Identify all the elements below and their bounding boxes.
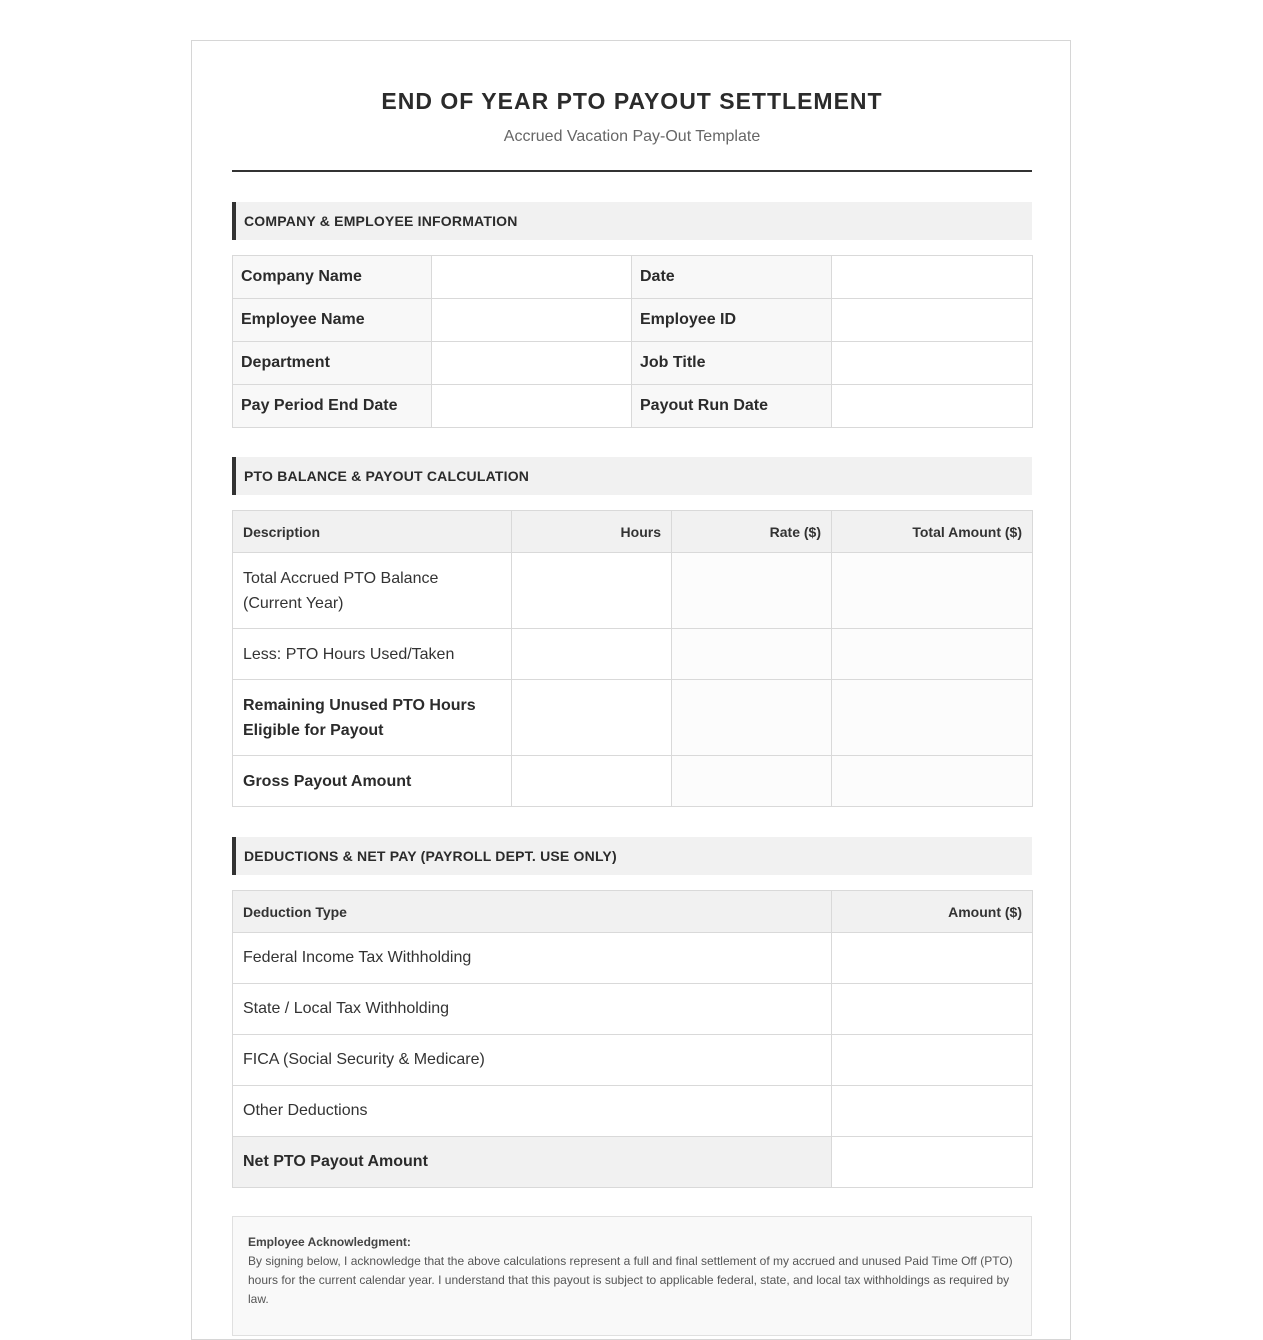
row-description: Remaining Unused PTO Hours Eligible for Payout xyxy=(233,680,512,756)
net-payout-label: Net PTO Payout Amount xyxy=(233,1137,832,1188)
pay-period-end-date-label: Pay Period End Date xyxy=(233,385,432,428)
employee-id-label: Employee ID xyxy=(632,299,832,342)
column-header-total-amount: Total Amount ($) xyxy=(832,511,1033,553)
net-payout-row xyxy=(233,1137,1033,1188)
deduction-amount-field[interactable] xyxy=(832,1035,1033,1086)
employee-name-field[interactable] xyxy=(432,299,632,342)
hours-field[interactable] xyxy=(512,553,672,629)
row-description: Total Accrued PTO Balance (Current Year) xyxy=(233,553,512,629)
payout-run-date-label: Payout Run Date xyxy=(632,385,832,428)
hours-field[interactable] xyxy=(512,680,672,756)
deductions-table xyxy=(232,890,1033,1188)
date-field[interactable] xyxy=(832,256,1033,299)
deduction-type-label: Federal Income Tax Withholding xyxy=(233,933,832,984)
pay-period-end-date-field[interactable] xyxy=(432,385,632,428)
column-header-deduction-type: Deduction Type xyxy=(233,891,832,933)
rate-field[interactable] xyxy=(672,553,832,629)
row-description: Less: PTO Hours Used/Taken xyxy=(233,629,512,680)
row-description: Gross Payout Amount xyxy=(233,756,512,807)
info-row xyxy=(233,385,1033,428)
table-row xyxy=(233,629,1033,680)
table-row xyxy=(233,756,1033,807)
acknowledgment-box xyxy=(232,1216,1032,1336)
table-header-row xyxy=(233,511,1033,553)
info-row xyxy=(233,256,1033,299)
table-header-row xyxy=(233,891,1033,933)
table-row xyxy=(233,1035,1033,1086)
job-title-label: Job Title xyxy=(632,342,832,385)
column-header-description: Description xyxy=(233,511,512,553)
table-row xyxy=(233,553,1033,629)
deduction-type-label: State / Local Tax Withholding xyxy=(233,984,832,1035)
company-name-label: Company Name xyxy=(233,256,432,299)
total-amount-field[interactable] xyxy=(832,680,1033,756)
rate-field[interactable] xyxy=(672,629,832,680)
payout-run-date-field[interactable] xyxy=(832,385,1033,428)
total-amount-field[interactable] xyxy=(832,756,1033,807)
document-title: END OF YEAR PTO PAYOUT SETTLEMENT xyxy=(381,88,883,114)
section-header-company-employee: COMPANY & EMPLOYEE INFORMATION xyxy=(232,202,1032,240)
total-amount-field[interactable] xyxy=(832,629,1033,680)
job-title-field[interactable] xyxy=(832,342,1033,385)
table-row xyxy=(233,1086,1033,1137)
deduction-amount-field[interactable] xyxy=(832,984,1033,1035)
employee-name-label: Employee Name xyxy=(233,299,432,342)
acknowledgment-text: By signing below, I acknowledge that the above calculations represent a full and final settlement of my accrued and unused Paid Time Off (PTO) hours for the current calendar year. I understand that this payout is subject to applicable federal, state, and local tax withholdings as required by law. xyxy=(248,1254,1013,1306)
document-page xyxy=(191,40,1071,1340)
section-header-pto-calculation: PTO BALANCE & PAYOUT CALCULATION xyxy=(232,457,1032,495)
column-header-amount: Amount ($) xyxy=(832,891,1033,933)
table-row xyxy=(233,933,1033,984)
info-row xyxy=(233,342,1033,385)
section-header-deductions: DEDUCTIONS & NET PAY (PAYROLL DEPT. USE ONLY) xyxy=(232,837,1032,875)
date-label: Date xyxy=(632,256,832,299)
deduction-amount-field[interactable] xyxy=(832,1086,1033,1137)
department-field[interactable] xyxy=(432,342,632,385)
hours-field[interactable] xyxy=(512,756,672,807)
employee-info-table xyxy=(232,255,1033,428)
employee-id-field[interactable] xyxy=(832,299,1033,342)
table-row xyxy=(233,984,1033,1035)
rate-field[interactable] xyxy=(672,680,832,756)
table-row xyxy=(233,680,1033,756)
title-divider xyxy=(232,170,1032,172)
department-label: Department xyxy=(233,342,432,385)
total-amount-field[interactable] xyxy=(832,553,1033,629)
document-subtitle: Accrued Vacation Pay-Out Template xyxy=(503,128,761,145)
net-payout-amount-field[interactable] xyxy=(832,1137,1033,1188)
company-name-field[interactable] xyxy=(432,256,632,299)
deduction-type-label: FICA (Social Security & Medicare) xyxy=(233,1035,832,1086)
rate-field[interactable] xyxy=(672,756,832,807)
acknowledgment-title: Employee Acknowledgment: xyxy=(248,1235,411,1249)
info-row xyxy=(233,299,1033,342)
pto-calculation-table xyxy=(232,510,1033,807)
column-header-hours: Hours xyxy=(512,511,672,553)
deduction-type-label: Other Deductions xyxy=(233,1086,832,1137)
column-header-rate: Rate ($) xyxy=(672,511,832,553)
hours-field[interactable] xyxy=(512,629,672,680)
deduction-amount-field[interactable] xyxy=(832,933,1033,984)
